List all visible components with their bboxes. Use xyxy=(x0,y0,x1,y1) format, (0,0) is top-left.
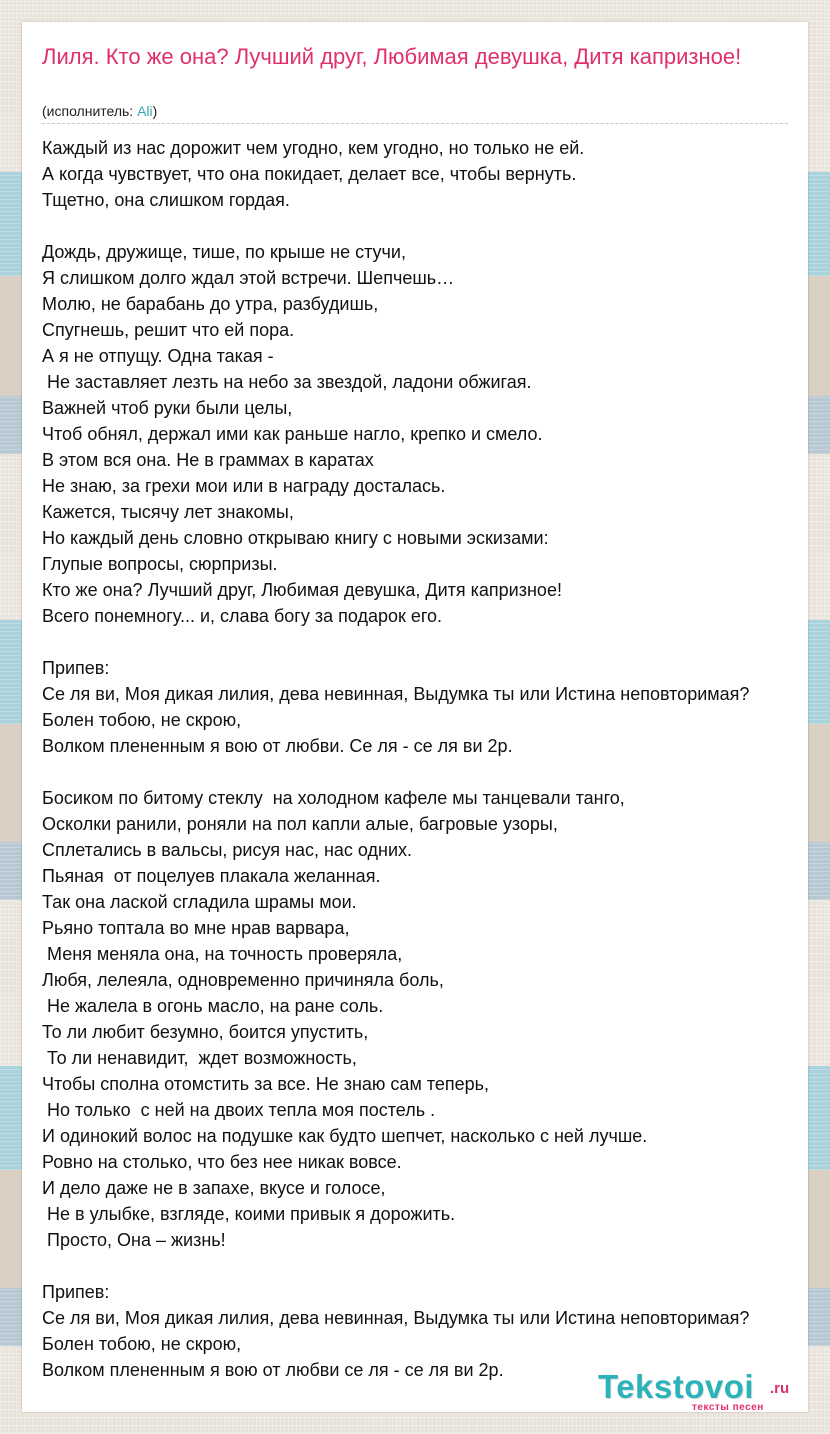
lyric-line: Чтоб обнял, держал ими как раньше нагло, крепко и смело. xyxy=(42,424,543,444)
lyric-line: Пьяная от поцелуев плакала желанная. xyxy=(42,866,381,886)
lyric-line: Всего понемногу... и, слава богу за подарок его. xyxy=(42,606,443,626)
lyric-line: Болен тобою, не скрою, xyxy=(42,1334,242,1354)
lyric-line: Не в улыбке, взгляде, коими привык я дорожить. xyxy=(42,1204,456,1224)
logo-domain: .ru xyxy=(770,1380,790,1397)
lyric-line: И дело даже не в запахе, вкусе и голосе, xyxy=(42,1178,386,1198)
lyric-line: Не заставляет лезть на небо за звездой, ладони обжигая. xyxy=(42,372,532,392)
lyric-line: Любя, лелеяла, одновременно причиняла боль, xyxy=(42,970,444,990)
lyric-line: А когда чувствует, что она покидает, делает все, чтобы вернуть. xyxy=(42,164,577,184)
lyric-line: Меня меняла она, на точность проверяла, xyxy=(42,944,403,964)
lyric-line: То ли любит безумно, боится упустить, xyxy=(42,1022,369,1042)
lyrics-text xyxy=(42,135,830,1383)
lyric-line: Глупые вопросы, сюрпризы. xyxy=(42,554,278,574)
lyric-line: Важней чтоб руки были целы, xyxy=(42,398,293,418)
lyric-line: Каждый из нас дорожит чем угодно, кем угодно, но только не ей. xyxy=(42,138,585,158)
lyric-line: Но только с ней на двоих тепла моя постель . xyxy=(42,1100,436,1120)
lyric-line xyxy=(42,1253,830,1279)
lyric-line: Ровно на столько, что без нее никак вовсе. xyxy=(42,1152,402,1172)
lyric-line: И одинокий волос на подушке как будто шепчет, насколько с ней лучше. xyxy=(42,1126,648,1146)
artist-suffix: ) xyxy=(152,103,158,119)
lyric-line: Просто, Она – жизнь! xyxy=(42,1230,226,1250)
lyric-line: Болен тобою, не скрою, xyxy=(42,710,242,730)
lyric-line: Волком плененным я вою от любви. Се ля - се ля ви 2р. xyxy=(42,736,513,756)
lyric-line: Припев: xyxy=(42,658,110,678)
logo-wordmark: Tekstovoi xyxy=(598,1368,755,1405)
artist-line xyxy=(42,102,157,120)
lyric-line xyxy=(42,629,830,655)
lyric-line: Но каждый день словно открываю книгу с новыми эскизами: xyxy=(42,528,549,548)
title-divider xyxy=(42,123,788,124)
lyric-line: Сплетались в вальсы, рисуя нас, нас одних. xyxy=(42,840,413,860)
logo-tagline: тексты песен xyxy=(692,1402,764,1413)
lyric-line: Припев: xyxy=(42,1282,110,1302)
lyric-line: Чтобы сполна отомстить за все. Не знаю сам теперь, xyxy=(42,1074,490,1094)
lyric-line xyxy=(42,759,830,785)
lyric-line: Тщетно, она слишком гордая. xyxy=(42,190,290,210)
lyric-line: Рьяно топтала во мне нрав варвара, xyxy=(42,918,350,938)
lyric-line: Кажется, тысячу лет знакомы, xyxy=(42,502,294,522)
lyric-line: Я слишком долго ждал этой встречи. Шепчешь… xyxy=(42,268,455,288)
lyric-line: А я не отпущу. Одна такая - xyxy=(42,346,274,366)
song-title: Лиля. Кто же она? Лучший друг, Любимая девушка, Дитя капризное! xyxy=(42,44,742,69)
site-logo[interactable] xyxy=(598,1368,808,1414)
lyric-line: Кто же она? Лучший друг, Любимая девушка, Дитя капризное! xyxy=(42,580,562,600)
lyric-line: Спугнешь, решит что ей пора. xyxy=(42,320,295,340)
artist-prefix: (исполнитель: xyxy=(42,103,138,119)
lyric-line: В этом вся она. Не в граммах в каратах xyxy=(42,450,374,470)
lyric-line xyxy=(42,213,830,239)
lyric-line: Не знаю, за грехи мои или в награду досталась. xyxy=(42,476,446,496)
lyric-line: Не жалела в огонь масло, на ране соль. xyxy=(42,996,384,1016)
lyric-line: Молю, не барабань до утра, разбудишь, xyxy=(42,294,379,314)
artist-link[interactable]: Ali xyxy=(137,103,153,119)
lyric-line: Так она лаской сгладила шрамы мои. xyxy=(42,892,357,912)
lyric-line: Се ля ви, Моя дикая лилия, дева невинная, Выдумка ты или Истина неповторимая? xyxy=(42,684,750,704)
lyric-line: Босиком по битому стеклу на холодном кафеле мы танцевали танго, xyxy=(42,788,625,808)
lyric-line: Волком плененным я вою от любви се ля - се ля ви 2р. xyxy=(42,1360,504,1380)
lyric-line: Се ля ви, Моя дикая лилия, дева невинная, Выдумка ты или Истина неповторимая? xyxy=(42,1308,750,1328)
lyric-line: То ли ненавидит, ждет возможность, xyxy=(42,1048,357,1068)
lyric-line: Дождь, дружище, тише, по крыше не стучи, xyxy=(42,242,406,262)
lyric-line: Осколки ранили, роняли на пол капли алые, багровые узоры, xyxy=(42,814,558,834)
